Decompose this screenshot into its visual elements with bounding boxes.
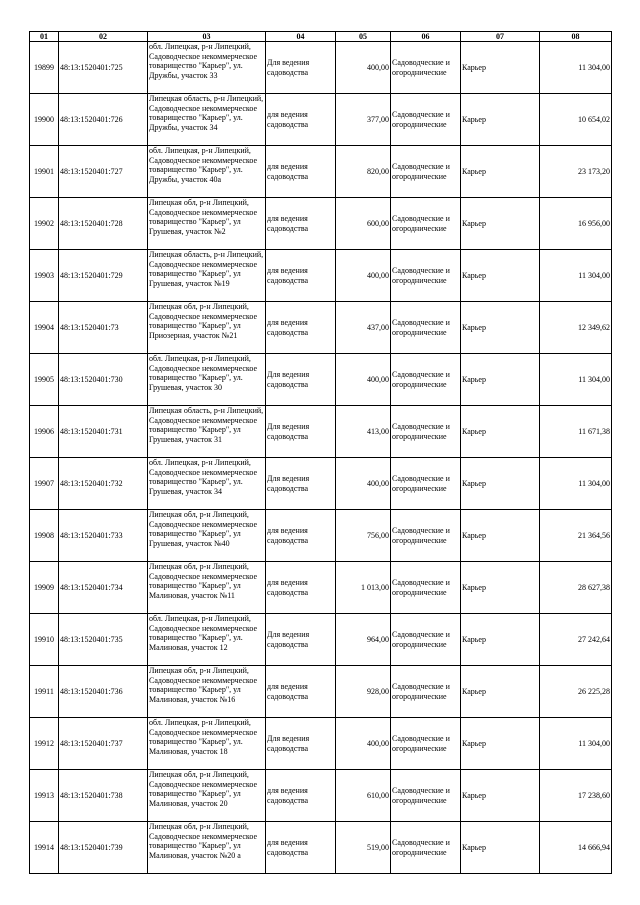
address-cell: [148, 770, 266, 822]
area-cell: 820,00: [336, 146, 391, 198]
record-number-cell: 19905: [30, 354, 59, 406]
area-cell: 610,00: [336, 770, 391, 822]
permitted-use-cell: для ведения садоводства: [266, 666, 336, 718]
area-cell: 400,00: [336, 354, 391, 406]
area-cell: 964,00: [336, 614, 391, 666]
table-body: [30, 42, 612, 874]
locality-cell: Карьер: [461, 198, 540, 250]
land-category-cell: Садоводческие и огороднические: [391, 406, 461, 458]
locality-cell: Карьер: [461, 770, 540, 822]
table-row: [30, 354, 612, 406]
address-cell: [148, 562, 266, 614]
table-row: [30, 94, 612, 146]
record-number-cell: 19909: [30, 562, 59, 614]
address-text: Липецкая область, р-н Липецкий, Садоводческое некоммерческое товарищество "Карьер", ул Грушевая, участок №19: [149, 250, 264, 288]
address-cell: [148, 42, 266, 94]
address-cell: [148, 94, 266, 146]
locality-cell: Карьер: [461, 614, 540, 666]
cadastral-number-cell: 48:13:1520401:737: [59, 718, 148, 770]
area-cell: 400,00: [336, 250, 391, 302]
address-cell: [148, 198, 266, 250]
cadastral-value-cell: 23 173,20: [540, 146, 612, 198]
area-cell: 600,00: [336, 198, 391, 250]
cadastral-value-cell: 11 304,00: [540, 458, 612, 510]
table-row: [30, 250, 612, 302]
permitted-use-cell: для ведения садоводства: [266, 302, 336, 354]
land-category-cell: Садоводческие и огороднические: [391, 614, 461, 666]
area-cell: 756,00: [336, 510, 391, 562]
address-text: обл. Липецкая, р-н Липецкий, Садоводческое некоммерческое товарищество "Карьер", ул. Грушевая, участок 34: [149, 458, 258, 496]
permitted-use-cell: для ведения садоводства: [266, 250, 336, 302]
land-category-cell: Садоводческие и огороднические: [391, 302, 461, 354]
record-number-cell: 19912: [30, 718, 59, 770]
address-text: обл. Липецкая, р-н Липецкий, Садоводческое некоммерческое товарищество "Карьер", ул. Малиновая, участок 18: [149, 718, 258, 756]
cadastral-value-cell: 26 225,28: [540, 666, 612, 718]
locality-cell: Карьер: [461, 146, 540, 198]
record-number-cell: 19907: [30, 458, 59, 510]
permitted-use-cell: для ведения садоводства: [266, 510, 336, 562]
table-row: [30, 302, 612, 354]
column-header-07: 07: [461, 32, 540, 42]
record-number-cell: 19903: [30, 250, 59, 302]
cadastral-number-cell: 48:13:1520401:73: [59, 302, 148, 354]
permitted-use-cell: для ведения садоводства: [266, 198, 336, 250]
cadastral-number-cell: 48:13:1520401:735: [59, 614, 148, 666]
permitted-use-cell: Для ведения садоводства: [266, 614, 336, 666]
cadastral-value-cell: 11 304,00: [540, 42, 612, 94]
column-header-03: 03: [148, 32, 266, 42]
column-header-05: 05: [336, 32, 391, 42]
table-row: [30, 510, 612, 562]
column-header-06: 06: [391, 32, 461, 42]
cadastral-number-cell: 48:13:1520401:729: [59, 250, 148, 302]
address-text: обл. Липецкая, р-н Липецкий, Садоводческое некоммерческое товарищество "Карьер", ул. Дружбы, участок 33: [149, 42, 258, 80]
cadastral-number-cell: 48:13:1520401:736: [59, 666, 148, 718]
permitted-use-cell: Для ведения садоводства: [266, 42, 336, 94]
permitted-use-cell: Для ведения садоводства: [266, 406, 336, 458]
table-row: [30, 406, 612, 458]
table-row: [30, 562, 612, 614]
cadastral-number-cell: 48:13:1520401:731: [59, 406, 148, 458]
land-category-cell: Садоводческие и огороднические: [391, 510, 461, 562]
address-cell: [148, 458, 266, 510]
cadastral-number-cell: 48:13:1520401:733: [59, 510, 148, 562]
locality-cell: Карьер: [461, 406, 540, 458]
permitted-use-cell: для ведения садоводства: [266, 146, 336, 198]
record-number-cell: 19913: [30, 770, 59, 822]
land-category-cell: Садоводческие и огороднические: [391, 822, 461, 874]
table-row: [30, 770, 612, 822]
area-cell: 400,00: [336, 718, 391, 770]
locality-cell: Карьер: [461, 354, 540, 406]
address-cell: [148, 302, 266, 354]
locality-cell: Карьер: [461, 94, 540, 146]
land-category-cell: Садоводческие и огороднические: [391, 42, 461, 94]
table-row: [30, 614, 612, 666]
permitted-use-cell: Для ведения садоводства: [266, 458, 336, 510]
table-row: [30, 198, 612, 250]
land-category-cell: Садоводческие и огороднические: [391, 354, 461, 406]
address-text: обл. Липецкая, р-н Липецкий, Садоводческое некоммерческое товарищество "Карьер", ул. Грушевая, участок 30: [149, 354, 258, 392]
column-header-01: 01: [30, 32, 59, 42]
permitted-use-cell: для ведения садоводства: [266, 94, 336, 146]
land-category-cell: Садоводческие и огороднические: [391, 458, 461, 510]
cadastral-number-cell: 48:13:1520401:739: [59, 822, 148, 874]
record-number-cell: 19910: [30, 614, 59, 666]
locality-cell: Карьер: [461, 302, 540, 354]
column-header-08: 08: [540, 32, 612, 42]
table-row: [30, 42, 612, 94]
area-cell: 413,00: [336, 406, 391, 458]
cadastral-number-cell: 48:13:1520401:726: [59, 94, 148, 146]
permitted-use-cell: Для ведения садоводства: [266, 354, 336, 406]
locality-cell: Карьер: [461, 562, 540, 614]
land-category-cell: Садоводческие и огороднические: [391, 562, 461, 614]
address-text: Липецкая обл, р-н Липецкий, Садоводческое некоммерческое товарищество "Карьер", ул Малиновая, участок №16: [149, 666, 258, 704]
cadastral-value-cell: 10 654,02: [540, 94, 612, 146]
cadastral-value-cell: 11 671,38: [540, 406, 612, 458]
address-text: Липецкая обл, р-н Липецкий, Садоводческое некоммерческое товарищество "Карьер", ул Малиновая, участок 20: [149, 770, 258, 808]
land-category-cell: Садоводческие и огороднические: [391, 666, 461, 718]
locality-cell: Карьер: [461, 822, 540, 874]
land-category-cell: Садоводческие и огороднические: [391, 146, 461, 198]
locality-cell: Карьер: [461, 718, 540, 770]
permitted-use-cell: Для ведения садоводства: [266, 718, 336, 770]
address-text: обл. Липецкая, р-н Липецкий, Садоводческое некоммерческое товарищество "Карьер", ул. Малиновая, участок 12: [149, 614, 258, 652]
permitted-use-cell: для ведения садоводства: [266, 822, 336, 874]
land-category-cell: Садоводческие и огороднические: [391, 94, 461, 146]
record-number-cell: 19899: [30, 42, 59, 94]
record-number-cell: 19914: [30, 822, 59, 874]
record-number-cell: 19904: [30, 302, 59, 354]
address-cell: [148, 614, 266, 666]
address-text: Липецкая область, р-н Липецкий, Садоводческое некоммерческое товарищество "Карьер", ул Грушевая, участок 31: [149, 406, 264, 444]
record-number-cell: 19902: [30, 198, 59, 250]
locality-cell: Карьер: [461, 510, 540, 562]
address-cell: [148, 666, 266, 718]
cadastral-number-cell: 48:13:1520401:730: [59, 354, 148, 406]
cadastral-value-cell: 28 627,38: [540, 562, 612, 614]
cadastral-value-cell: 17 238,60: [540, 770, 612, 822]
cadastral-number-cell: 48:13:1520401:727: [59, 146, 148, 198]
cadastral-value-cell: 16 956,00: [540, 198, 612, 250]
area-cell: 1 013,00: [336, 562, 391, 614]
land-category-cell: Садоводческие и огороднические: [391, 250, 461, 302]
area-cell: 437,00: [336, 302, 391, 354]
address-text: Липецкая обл, р-н Липецкий, Садоводческое некоммерческое товарищество "Карьер", ул Грушевая, участок №40: [149, 510, 258, 548]
record-number-cell: 19906: [30, 406, 59, 458]
cadastral-value-cell: 21 364,56: [540, 510, 612, 562]
area-cell: 400,00: [336, 42, 391, 94]
permitted-use-cell: для ведения садоводства: [266, 562, 336, 614]
cadastral-value-cell: 11 304,00: [540, 354, 612, 406]
address-text: Липецкая обл, р-н Липецкий, Садоводческое некоммерческое товарищество "Карьер", ул Малиновая, участок №20 а: [149, 822, 258, 860]
address-text: Липецкая обл, р-н Липецкий, Садоводческое некоммерческое товарищество "Карьер", ул Грушевая, участок №2: [149, 198, 258, 236]
address-text: Липецкая область, р-н Липецкий, Садоводческое некоммерческое товарищество "Карьер", ул. Дружбы, участок 34: [149, 94, 264, 132]
address-cell: [148, 406, 266, 458]
cadastral-value-cell: 11 304,00: [540, 718, 612, 770]
record-number-cell: 19911: [30, 666, 59, 718]
area-cell: 928,00: [336, 666, 391, 718]
cadastral-value-cell: 12 349,62: [540, 302, 612, 354]
address-cell: [148, 510, 266, 562]
record-number-cell: 19901: [30, 146, 59, 198]
land-category-cell: Садоводческие и огороднические: [391, 198, 461, 250]
column-header-02: 02: [59, 32, 148, 42]
locality-cell: Карьер: [461, 666, 540, 718]
address-cell: [148, 250, 266, 302]
area-cell: 377,00: [336, 94, 391, 146]
cadastral-value-cell: 27 242,64: [540, 614, 612, 666]
header-row: [30, 32, 612, 42]
permitted-use-cell: для ведения садоводства: [266, 770, 336, 822]
record-number-cell: 19908: [30, 510, 59, 562]
address-cell: [148, 822, 266, 874]
land-category-cell: Садоводческие и огороднические: [391, 770, 461, 822]
cadastral-number-cell: 48:13:1520401:738: [59, 770, 148, 822]
address-text: обл. Липецкая, р-н Липецкий, Садоводческое некоммерческое товарищество "Карьер", ул. Дружбы, участок 40а: [149, 146, 258, 184]
area-cell: 400,00: [336, 458, 391, 510]
table-row: [30, 458, 612, 510]
locality-cell: Карьер: [461, 42, 540, 94]
cadastral-number-cell: 48:13:1520401:725: [59, 42, 148, 94]
address-text: Липецкая обл, р-н Липецкий, Садоводческое некоммерческое товарищество "Карьер", ул Приозерная, участок №21: [149, 302, 258, 340]
cadastral-number-cell: 48:13:1520401:728: [59, 198, 148, 250]
table-row: [30, 822, 612, 874]
locality-cell: Карьер: [461, 458, 540, 510]
record-number-cell: 19900: [30, 94, 59, 146]
address-cell: [148, 718, 266, 770]
land-category-cell: Садоводческие и огороднические: [391, 718, 461, 770]
table-row: [30, 666, 612, 718]
address-cell: [148, 354, 266, 406]
address-cell: [148, 146, 266, 198]
cadastre-table: [29, 31, 612, 874]
table-row: [30, 146, 612, 198]
cadastral-value-cell: 11 304,00: [540, 250, 612, 302]
table-row: [30, 718, 612, 770]
address-text: Липецкая обл, р-н Липецкий, Садоводческое некоммерческое товарищество "Карьер", ул Малиновая, участок №11: [149, 562, 258, 600]
area-cell: 519,00: [336, 822, 391, 874]
column-header-04: 04: [266, 32, 336, 42]
cadastral-number-cell: 48:13:1520401:732: [59, 458, 148, 510]
cadastral-value-cell: 14 666,94: [540, 822, 612, 874]
locality-cell: Карьер: [461, 250, 540, 302]
cadastral-number-cell: 48:13:1520401:734: [59, 562, 148, 614]
